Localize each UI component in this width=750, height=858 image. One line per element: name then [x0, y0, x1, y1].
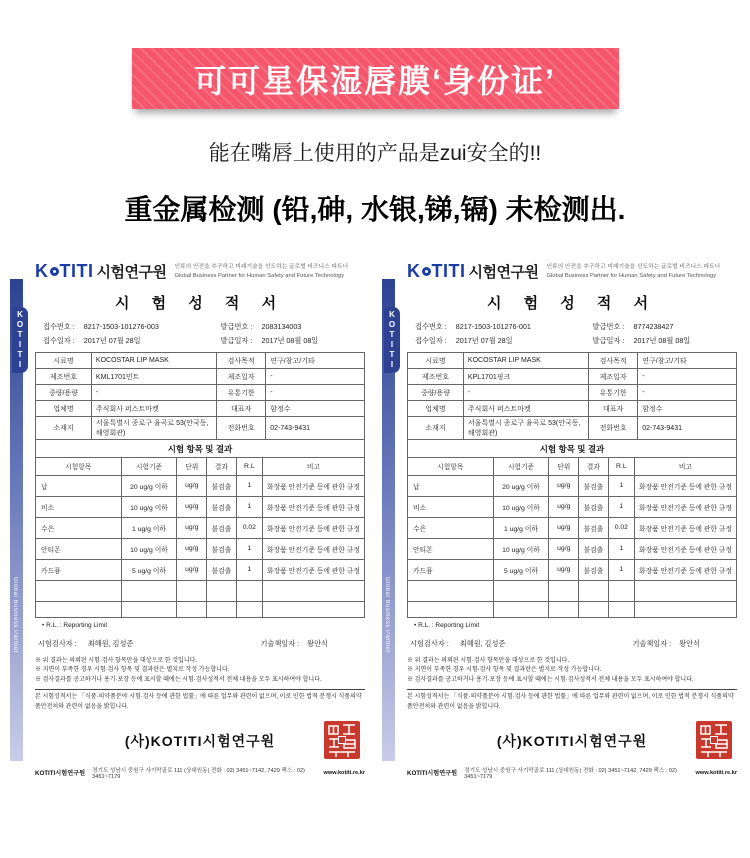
col-item: 시험항목 — [36, 458, 122, 475]
issue-date-label: 발급일자 : — [592, 336, 625, 346]
address-label: 소재지 — [408, 417, 464, 440]
col-result: 결과 — [579, 458, 609, 475]
kotiti-seal-stamp-icon — [695, 720, 733, 765]
cert-footer — [35, 766, 365, 780]
receipt-no-label: 접수번호 : — [43, 322, 75, 331]
weight-label: 중량/용량 — [36, 385, 92, 401]
signature-row — [35, 639, 365, 649]
footer-address: 경기도 성남시 중원구 사기막골로 111 (상대원동) 전화 : 02) 3451~7142, 7429 팩스 : 02) 3451~7179 — [92, 767, 305, 780]
table-row: 안티몬 10 ug/g 이하 ug/g 불검출 1 화장품 안전기준 등에 관한 규정 — [36, 538, 365, 559]
org-name: (사)KOTITI시험연구원 — [496, 732, 648, 749]
results-table — [35, 458, 365, 618]
table-row: 비소 10 ug/g 이하 ug/g 불검출 1 화장품 안전기준 등에 관한 규정 — [408, 496, 737, 517]
inspector-label: 시험검사자 : — [410, 638, 449, 648]
company-value: 주식회사 퍼스트마켓 — [91, 401, 216, 417]
issue-no-label: 발급번호 : — [592, 322, 625, 331]
col-result: 결과 — [207, 458, 237, 475]
weight-value: - — [463, 385, 588, 401]
cert-meta — [37, 320, 365, 348]
kotiti-o-icon — [422, 267, 431, 276]
ceo-value: 함정수 — [266, 401, 365, 417]
table-header-row — [408, 458, 737, 475]
lot-value: KPL1701핑크 — [463, 369, 588, 385]
issue-no-value: 8774238427 — [633, 322, 674, 331]
subheadline-text: 重金属检测 (铅,砷, 水银,锑,镉) 未检测出. — [124, 194, 626, 225]
note-line: ※ 검사결과를 공고하거나 용기·포장 등에 표시할 때에는 시험·검사성적서 전체 내용을 모두 표시하여야 합니다. — [35, 676, 322, 683]
issue-date-value: 2017년 08월 08일 — [633, 336, 691, 346]
phone-value: 02-743-9431 — [638, 417, 737, 440]
note-line: ※ 지면이 부족한 경우 시험·검사 항목 및 결과란은 별지로 작성 가능합니다. — [35, 667, 230, 674]
cert-header — [407, 261, 737, 282]
address-value: 서울특별시 종로구 율곡로 53(안국동,해영회관) — [91, 417, 216, 440]
cert-title: 시 험 성 적 서 — [114, 295, 286, 312]
kotiti-o-icon — [50, 267, 59, 276]
receipt-date-label: 접수일자 : — [415, 336, 447, 346]
company-label: 업체명 — [408, 401, 464, 417]
logo-tagline — [546, 263, 720, 280]
cert-meta — [409, 320, 737, 348]
lot-label: 제조번호 — [408, 369, 464, 385]
col-rl: R.L — [608, 458, 634, 475]
sidebar-kotiti-tab: KOTITI — [384, 307, 400, 373]
sample-info-table — [407, 352, 737, 440]
table-row-empty — [408, 601, 737, 617]
table-row — [36, 417, 365, 440]
org-name: (사)KOTITI시험연구원 — [124, 732, 276, 749]
weight-label: 중량/용량 — [408, 385, 464, 401]
product-banner — [132, 48, 619, 109]
results-table — [407, 458, 737, 618]
rl-note: • R.L. : Reporting Limit — [414, 621, 480, 629]
table-row-empty — [36, 601, 365, 617]
col-remark: 비고 — [262, 458, 364, 475]
sample-label: 시료명 — [408, 353, 464, 369]
expiry-label: 유통기한 — [216, 385, 265, 401]
banner-title: 可可星保湿唇膜‘身份证’ — [194, 62, 556, 99]
table-row-empty — [36, 580, 365, 601]
receipt-date-value: 2017년 07월 28일 — [455, 336, 513, 346]
results-section-title: 시험 항목 및 결과 — [407, 440, 737, 458]
ceo-label: 대표자 — [216, 401, 265, 417]
address-label: 소재지 — [36, 417, 92, 440]
expiry-value: - — [266, 385, 365, 401]
note-line: ※ 위 결과는 의뢰된 시험·검사 항목만을 대상으로 한 것입니다. — [35, 657, 198, 664]
table-header-row — [36, 458, 365, 475]
expiry-value: - — [638, 385, 737, 401]
company-value: 주식회사 퍼스트마켓 — [463, 401, 588, 417]
expiry-label: 유통기한 — [588, 385, 637, 401]
lot-value: KML1701민트 — [91, 369, 216, 385]
cert-notes — [35, 657, 365, 686]
rl-note: • R.L. : Reporting Limit — [42, 621, 108, 629]
weight-value: - — [91, 385, 216, 401]
sample-info-table — [35, 352, 365, 440]
cert-disclaimer: 본 시험성적서는 「식품·의약품분야 시험·검사 등에 관한 법률」에 따른 업무와 관련이 없으며, 이로 인한 법적 분쟁시 식품의약품안전처와 관련이 없음을 밝힙니다. — [407, 689, 737, 712]
receipt-date-label: 접수일자 : — [43, 336, 75, 346]
table-row — [408, 417, 737, 440]
ceo-value: 함정수 — [638, 401, 737, 417]
mfg-date-label: 제조일자 — [588, 369, 637, 385]
logo-text-k: K — [35, 261, 49, 281]
signature-row — [407, 639, 737, 649]
cert-title: 시 험 성 적 서 — [486, 295, 658, 312]
note-line: ※ 지면이 부족한 경우 시험·검사 항목 및 결과란은 별지로 작성 가능합니다. — [407, 667, 602, 674]
receipt-no-value: 8217-1503-101276-003 — [83, 322, 159, 331]
phone-label: 전화번호 — [588, 417, 637, 440]
phone-value: 02-743-9431 — [266, 417, 365, 440]
note-line: ※ 위 결과는 의뢰된 시험·검사 항목만을 대상으로 한 것입니다. — [407, 657, 570, 664]
ceo-label: 대표자 — [588, 401, 637, 417]
issue-date-label: 발급일자 : — [220, 336, 253, 346]
inspector-names: 최혜원, 김성준 — [459, 638, 506, 648]
col-remark: 비고 — [634, 458, 736, 475]
kotiti-logo — [35, 261, 166, 282]
table-row: 납 20 ug/g 이하 ug/g 불검출 1 화장품 안전기준 등에 관한 규정 — [408, 475, 737, 496]
logo-text-rest: TITI — [59, 261, 94, 281]
sidebar-kotiti-tab: KOTITI — [12, 307, 28, 373]
table-row-empty — [408, 580, 737, 601]
sidebar-global-text: Global Business Partner — [384, 577, 390, 654]
sidebar-global-text: Global Business Partner — [12, 577, 18, 654]
note-line: ※ 검사결과를 공고하거나 용기·포장 등에 표시할 때에는 시험·검사성적서 전체 내용을 모두 표시하여야 합니다. — [407, 676, 694, 683]
lot-label: 제조번호 — [36, 369, 92, 385]
receipt-no-value: 8217-1503-101276-001 — [455, 322, 531, 331]
table-row — [36, 401, 365, 417]
tagline-english: Global Business Partner for Human Safety and Future Technology — [174, 272, 345, 279]
table-row — [408, 385, 737, 401]
purpose-value: 연구/참고/기타 — [266, 353, 365, 369]
footer-address: 경기도 성남시 중원구 사기막골로 111 (상대원동) 전화 : 02) 3451~7142, 7429 팩스 : 02) 3451~7179 — [464, 767, 677, 780]
inspector-label: 시험검사자 : — [38, 638, 77, 648]
mfg-date-label: 제조일자 — [216, 369, 265, 385]
tagline-english: Global Business Partner for Human Safety and Future Technology — [546, 272, 717, 279]
tech-manager-name: 왕안식 — [307, 638, 328, 648]
phone-label: 전화번호 — [216, 417, 265, 440]
certificate-pink — [380, 257, 742, 780]
kotiti-logo — [407, 261, 538, 282]
mfg-date-value: - — [638, 369, 737, 385]
table-row: 카드뮴 5 ug/g 이하 ug/g 불검출 1 화장품 안전기준 등에 관한 규정 — [408, 559, 737, 580]
kotiti-seal-stamp-icon — [323, 720, 361, 765]
col-standard: 시험기준 — [121, 458, 177, 475]
table-row — [408, 353, 737, 369]
cert-footer — [407, 766, 737, 780]
logo-suffix: 시험연구원 — [468, 264, 539, 281]
cert-disclaimer: 본 시험성적서는 「식품·의약품분야 시험·검사 등에 관한 법률」에 따른 업무와 관련이 없으며, 이로 인한 법적 분쟁시 식품의약품안전처와 관련이 없음을 밝힙니다. — [35, 689, 365, 712]
col-item: 시험항목 — [408, 458, 494, 475]
table-row: 수은 1 ug/g 이하 ug/g 불검출 0.02 화장품 안전기준 등에 관한 규정 — [408, 517, 737, 538]
table-row: 비소 10 ug/g 이하 ug/g 불검출 1 화장품 안전기준 등에 관한 규정 — [36, 496, 365, 517]
col-unit: 단위 — [549, 458, 579, 475]
mfg-date-value: - — [266, 369, 365, 385]
headline-text: 能在嘴唇上使用的产品是zui安全的!! — [208, 142, 542, 165]
sample-value: KOCOSTAR LIP MASK — [463, 353, 588, 369]
purpose-value: 연구/참고/기타 — [638, 353, 737, 369]
purpose-label: 검사목적 — [588, 353, 637, 369]
cert-notes — [407, 657, 737, 686]
table-row — [36, 353, 365, 369]
address-value: 서울특별시 종로구 율곡로 53(안국동,해영회관) — [463, 417, 588, 440]
footer-org: KOTITI시험연구원 — [35, 770, 86, 778]
tech-manager-label: 기술책임자 : — [260, 638, 300, 648]
footer-url: www.kotiti.re.kr — [695, 769, 737, 776]
purpose-label: 검사목적 — [216, 353, 265, 369]
company-label: 업체명 — [36, 401, 92, 417]
issue-no-value: 2083134003 — [261, 322, 302, 331]
logo-tagline — [174, 263, 348, 280]
certificates-row — [0, 257, 750, 780]
tech-manager-name: 왕안식 — [679, 638, 700, 648]
cert-header — [35, 261, 365, 282]
logo-text-rest: TITI — [431, 261, 466, 281]
table-row: 카드뮴 5 ug/g 이하 ug/g 불검출 1 화장품 안전기준 등에 관한 규정 — [36, 559, 365, 580]
issue-date-value: 2017년 08월 08일 — [261, 336, 319, 346]
footer-org: KOTITI시험연구원 — [407, 770, 458, 778]
col-unit: 단위 — [177, 458, 207, 475]
sample-value: KOCOSTAR LIP MASK — [91, 353, 216, 369]
receipt-date-value: 2017년 07월 28일 — [83, 336, 141, 346]
certificate-mint — [8, 257, 370, 780]
tagline-korean: 인류의 안전을 추구하고 미래기술을 선도하는 글로벌 비즈니스 파트너 — [174, 263, 349, 270]
col-standard: 시험기준 — [493, 458, 549, 475]
inspector-names: 최혜원, 김성준 — [87, 638, 134, 648]
table-row — [36, 369, 365, 385]
tagline-korean: 인류의 안전을 추구하고 미래기술을 선도하는 글로벌 비즈니스 파트너 — [546, 263, 721, 270]
results-section-title: 시험 항목 및 결과 — [35, 440, 365, 458]
col-rl: R.L — [236, 458, 262, 475]
logo-text-k: K — [407, 261, 421, 281]
logo-suffix: 시험연구원 — [96, 264, 167, 281]
tech-manager-label: 기술책임자 : — [632, 638, 672, 648]
table-row: 납 20 ug/g 이하 ug/g 불검출 1 화장품 안전기준 등에 관한 규정 — [36, 475, 365, 496]
receipt-no-label: 접수번호 : — [415, 322, 447, 331]
table-row — [408, 401, 737, 417]
table-row: 수은 1 ug/g 이하 ug/g 불검출 0.02 화장품 안전기준 등에 관한 규정 — [36, 517, 365, 538]
sample-label: 시료명 — [36, 353, 92, 369]
table-row — [408, 369, 737, 385]
issue-no-label: 발급번호 : — [220, 322, 253, 331]
footer-url: www.kotiti.re.kr — [323, 769, 365, 776]
table-row — [36, 385, 365, 401]
table-row: 안티몬 10 ug/g 이하 ug/g 불검출 1 화장품 안전기준 등에 관한 규정 — [408, 538, 737, 559]
